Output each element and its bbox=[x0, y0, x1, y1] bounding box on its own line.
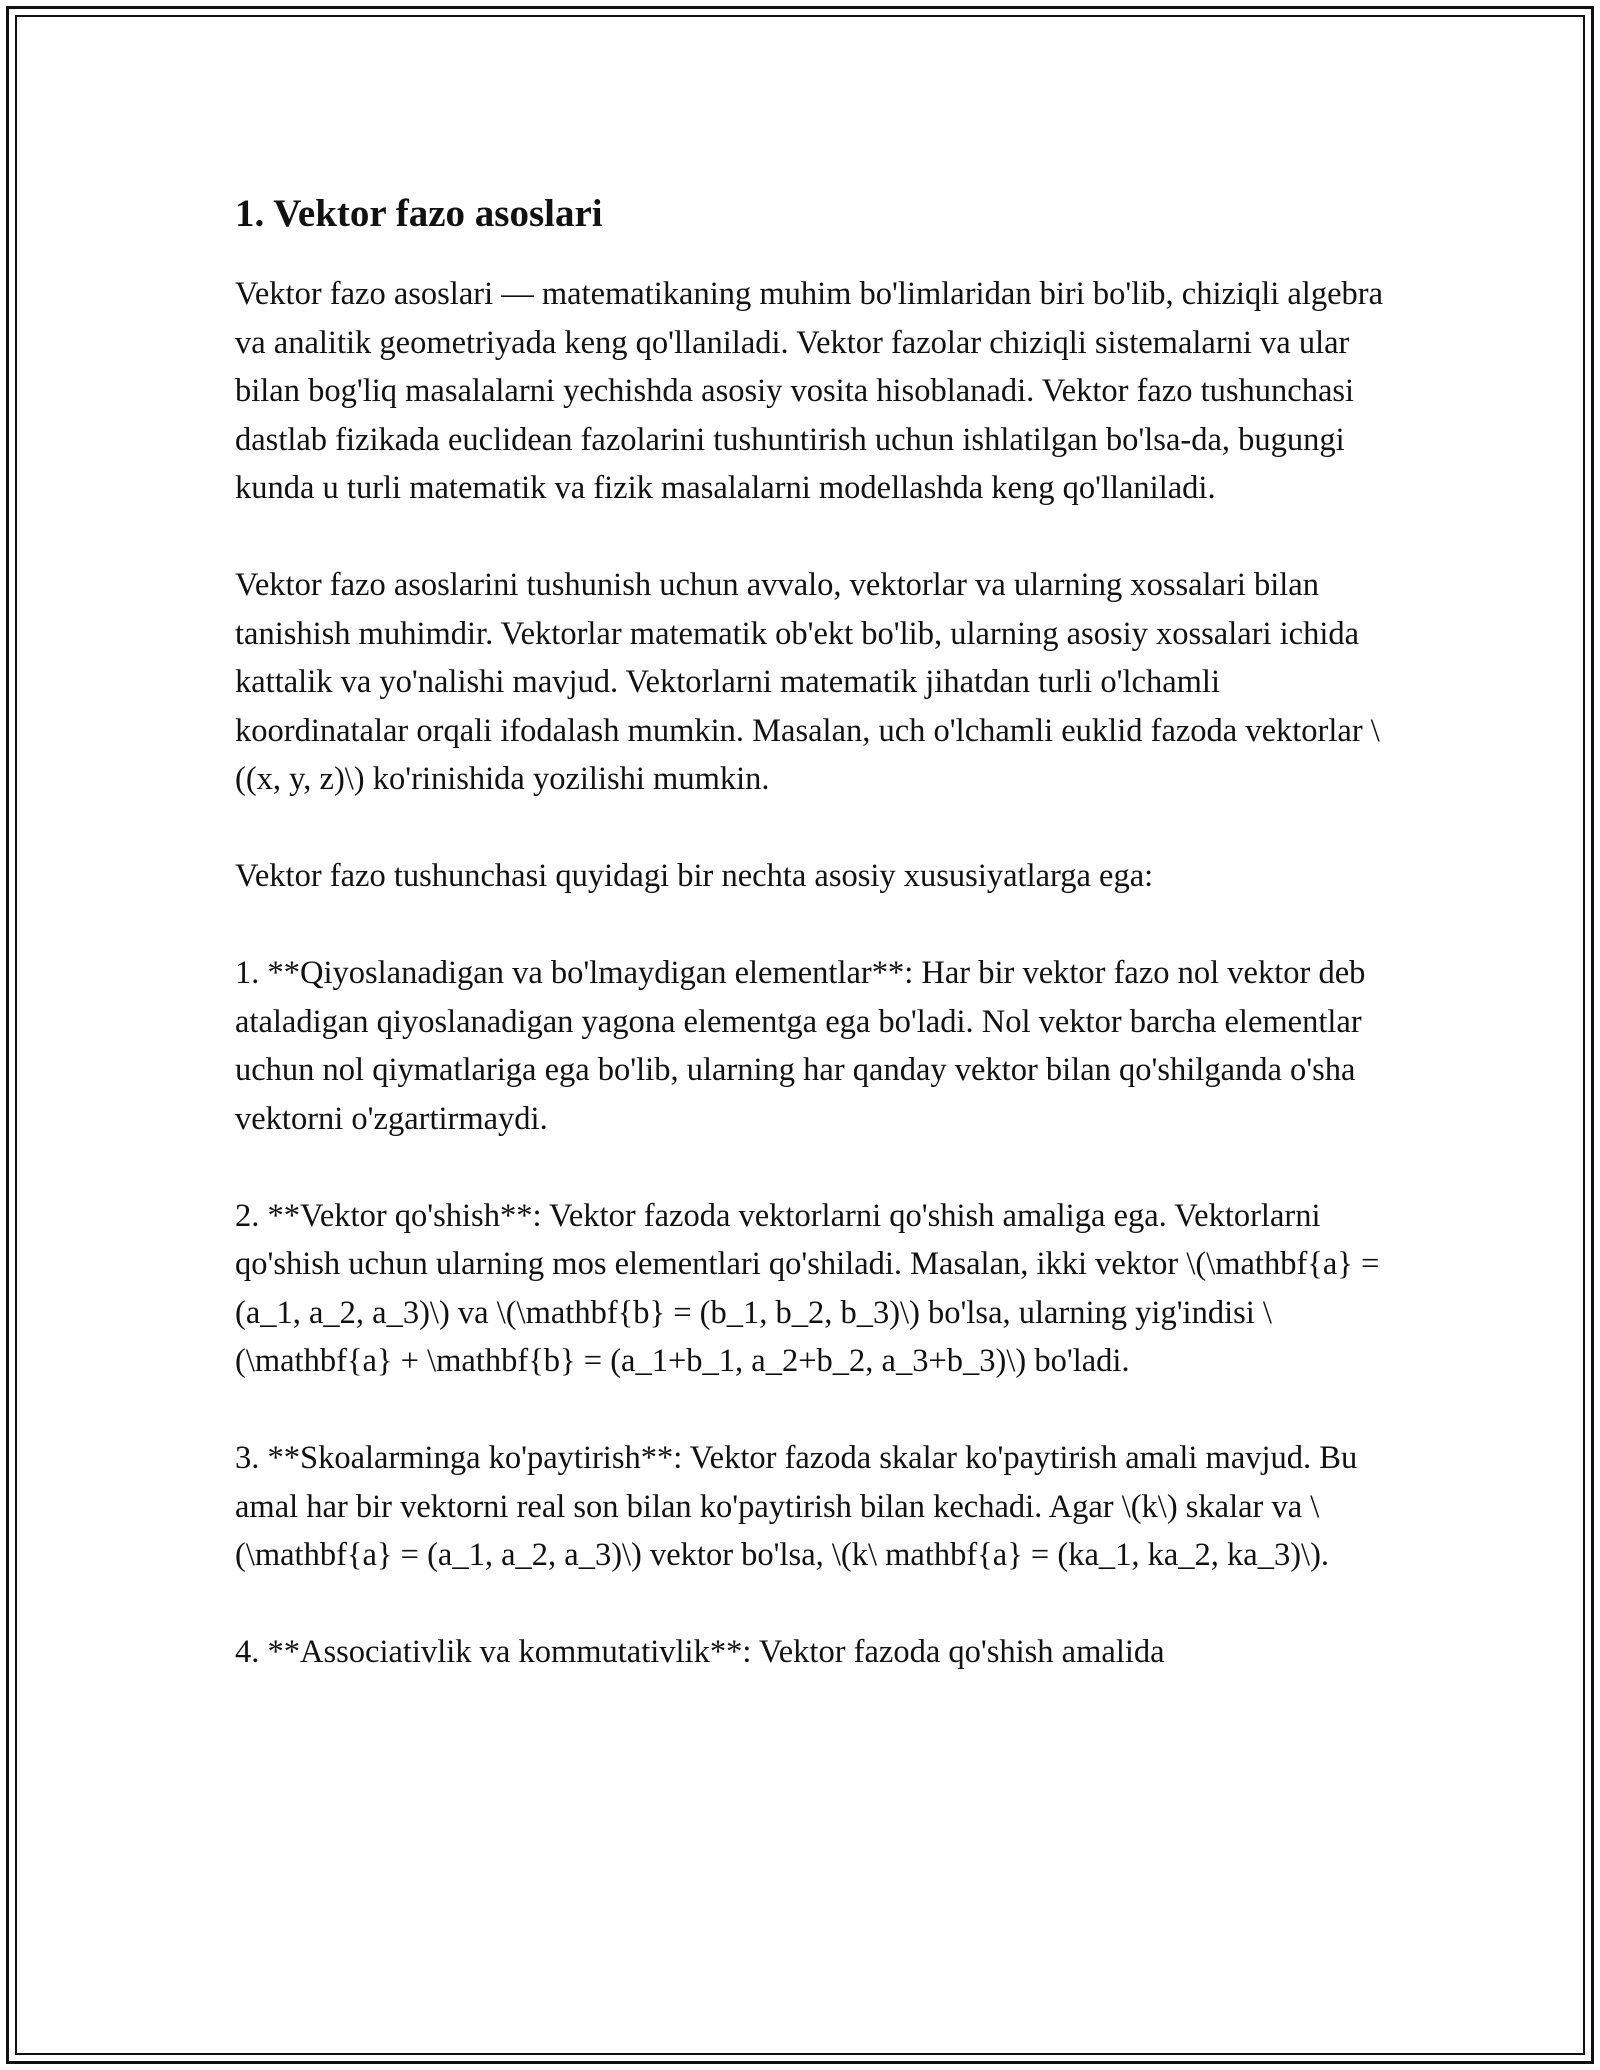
list-item-associativity: 4. **Associativlik va kommutativlik**: Vektor fazoda qo'shish amalida bbox=[235, 1634, 1165, 1670]
section-heading: 1. Vektor fazo asoslari bbox=[235, 192, 603, 235]
list-item-vector-addition: 2. **Vektor qo'shish**: Vektor fazoda vektorlarni qo'shish amaliga ega. Vektorlarni qo'shish uchun ularning mos elementlari qo'shiladi. Masalan, ikki vektor \(\mathbf{a} = (a_1, a_2, a_3)\) va \(\mathbf{b} = (b_1, b_2, b_3)\) bo'lsa, ularning yig'indisi \(\mathbf{a} + \mathbf{b} = (a_1+b_1, a_2+b_2, a_3+b_3)\) bo'ladi. bbox=[235, 1197, 1380, 1379]
paragraph-properties-intro: Vektor fazo tushunchasi quyidagi bir nechta asosiy xususiyatlarga ega: bbox=[235, 858, 1154, 894]
list-item-zero-vector: 1. **Qiyoslanadigan va bo'lmaydigan elementlar**: Har bir vektor fazo nol vektor deb ataladigan qiyoslanadigan yagona elementga ega bo'ladi. Nol vektor barcha elementlar uchun nol qiymatlariga ega bo'lib, ularning har qanday vektor bilan qo'shilganda o'sha vektorni o'zgartirmaydi. bbox=[235, 955, 1366, 1137]
list-item-scalar-multiplication: 3. **Skoalarminga ko'paytirish**: Vektor fazoda skalar ko'paytirish amali mavjud. Bu amal har bir vektorni real son bilan ko'paytirish bilan kechadi. Agar \(k\) skalar va \(\mathbf{a} = (a_1, a_2, a_3)\) vektor bo'lsa, \(k\ mathbf{a} = (ka_1, ka_2, ka_3)\). bbox=[235, 1440, 1358, 1573]
document-body bbox=[235, 188, 1385, 1725]
paragraph-vectors: Vektor fazo asoslarini tushunish uchun avvalo, vektorlar va ularning xossalari bilan tanishish muhimdir. Vektorlar matematik ob'ekt bo'lib, ularning asosiy xossalari ichida kattalik va yo'nalishi mavjud. Vektorlarni matematik jihatdan turli o'lchamli koordinatalar orqali ifodalash mumkin. Masalan, uch o'lchamli euklid fazoda vektorlar \((x, y, z)\) ko'rinishida yozilishi mumkin. bbox=[235, 567, 1380, 797]
paragraph-intro: Vektor fazo asoslari — matematikaning muhim bo'limlaridan biri bo'lib, chiziqli algebra va analitik geometriyada keng qo'llaniladi. Vektor fazolar chiziqli sistemalarni va ular bilan bog'liq masalalarni yechishda asosiy vosita hisoblanadi. Vektor fazo tushunchasi dastlab fizikada euclidean fazolarini tushuntirish uchun ishlatilgan bo'lsa-da, bugungi kunda u turli matematik va fizik masalalarni modellashda keng qo'llaniladi. bbox=[235, 276, 1384, 506]
